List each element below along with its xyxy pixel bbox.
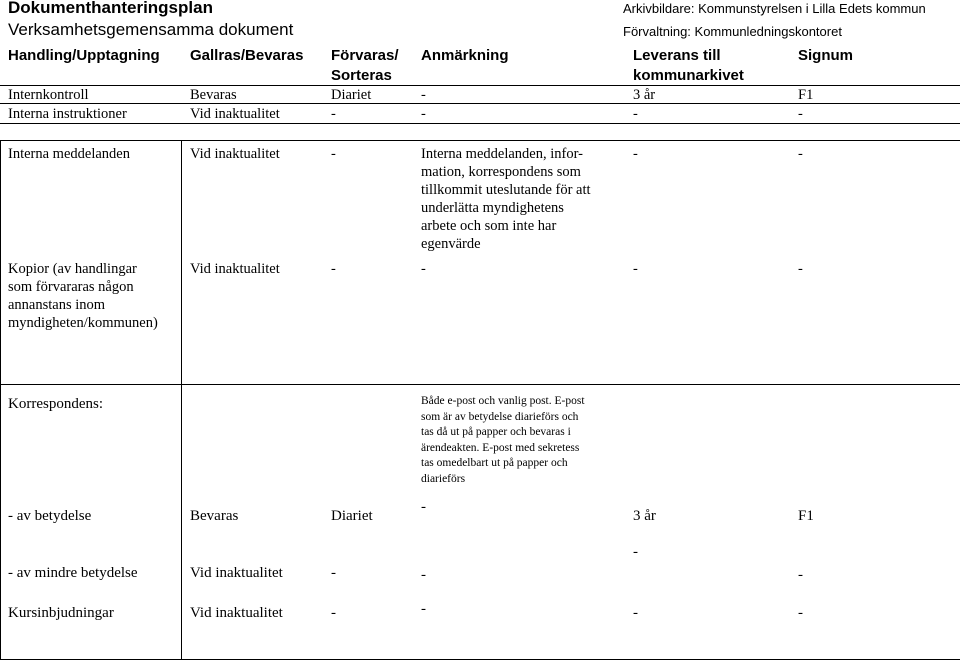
row-7-forvaras: - <box>331 565 336 581</box>
archive-creator: Arkivbildare: Kommunstyrelsen i Lilla Edets kommun <box>623 1 926 16</box>
row-3-handling: Interna meddelanden <box>8 146 130 162</box>
row-8-forvaras: - <box>331 605 336 621</box>
row-8-leverans: - <box>633 605 638 621</box>
page-title: Dokumenthanteringsplan <box>8 0 213 17</box>
row-5-anmarkning-line: som är av betydelse diarieförs och <box>421 410 579 423</box>
row-7-leverans: - <box>633 544 638 560</box>
row-4-leverans: - <box>633 261 638 277</box>
row-6-leverans: 3 år <box>633 508 656 524</box>
row-3-forvaras: - <box>331 146 336 162</box>
row-3-anmarkning <box>421 145 621 253</box>
row-3-anmarkning-line: egenvärde <box>421 236 481 252</box>
row-3-anmarkning-line: Interna meddelanden, infor- <box>421 146 583 162</box>
administration: Förvaltning: Kommunledningskontoret <box>623 24 842 39</box>
row-5-anmarkning-line: Både e-post och vanlig post. E-post <box>421 395 585 407</box>
row-3-anmarkning-line: underlätta myndighetens <box>421 200 564 216</box>
row-6-anmarkning: - <box>421 499 426 515</box>
row-7-handling: - av mindre betydelse <box>8 565 138 581</box>
row-4-signum: - <box>798 261 803 277</box>
row-1-handling: Internkontroll <box>8 87 89 103</box>
row-5-anmarkning <box>421 394 585 487</box>
row-4-handling-line: annanstans inom <box>8 297 106 313</box>
row-1-signum: F1 <box>798 87 814 103</box>
rule-row-3 <box>0 140 960 141</box>
rule-row-4 <box>0 384 960 385</box>
row-2-signum: - <box>798 106 803 122</box>
row-3-anmarkning-line: mation, korrespondens som <box>421 164 581 180</box>
rule-row-2 <box>0 123 960 124</box>
row-5-anmarkning-line: ärendeakten. E-post med sekretess <box>421 441 580 454</box>
row-4-forvaras: - <box>331 261 336 277</box>
row-7-signum: - <box>798 567 803 583</box>
row-8-anmarkning: - <box>421 601 426 617</box>
rule-col-1-lower <box>181 384 182 659</box>
row-2-gallras: Vid inaktualitet <box>190 106 280 122</box>
row-5-anmarkning-line: tas då ut på papper och bevaras i <box>421 426 571 438</box>
col-header-forvaras-2: Sorteras <box>331 67 392 84</box>
col-header-anmarkning: Anmärkning <box>421 47 509 64</box>
rule-left-lower <box>0 384 1 659</box>
row-2-leverans: - <box>633 106 638 122</box>
rule-row-1 <box>0 103 960 104</box>
row-1-anmarkning: - <box>421 87 426 103</box>
row-1-leverans: 3 år <box>633 87 656 103</box>
col-header-gallras: Gallras/Bevaras <box>190 47 304 64</box>
row-5-anmarkning-line: tas omedelbart ut på papper och <box>421 457 568 469</box>
col-header-forvaras: Förvaras/ <box>331 47 399 64</box>
rule-table-bottom <box>0 659 960 660</box>
row-5-handling: Korrespondens: <box>8 396 103 412</box>
row-6-handling: - av betydelse <box>8 508 92 524</box>
row-1-gallras: Bevaras <box>190 87 237 103</box>
row-3-signum: - <box>798 146 803 162</box>
row-7-anmarkning: - <box>421 567 426 583</box>
row-4-handling <box>8 260 158 332</box>
row-3-gallras: Vid inaktualitet <box>190 146 280 162</box>
row-3-anmarkning-line: arbete och som inte har <box>421 218 557 234</box>
row-2-forvaras: - <box>331 106 336 122</box>
rule-col-1-upper <box>181 140 182 384</box>
row-8-handling: Kursinbjudningar <box>8 605 114 621</box>
row-3-anmarkning-line: tillkommit uteslutande för att <box>421 182 591 198</box>
row-6-signum: F1 <box>798 508 814 524</box>
row-2-handling: Interna instruktioner <box>8 106 127 122</box>
row-4-gallras: Vid inaktualitet <box>190 261 280 277</box>
row-2-anmarkning: - <box>421 106 426 122</box>
page-subtitle: Verksamhetsgemensamma dokument <box>8 20 294 39</box>
row-8-gallras: Vid inaktualitet <box>190 605 283 621</box>
col-header-leverans: Leverans till <box>633 47 721 64</box>
rule-left-upper <box>0 140 1 384</box>
col-header-leverans-2: kommunarkivet <box>633 67 744 84</box>
row-5-anmarkning-line: diarieförs <box>421 472 466 485</box>
rule-header-bottom <box>0 85 960 86</box>
row-7-gallras: Vid inaktualitet <box>190 565 283 581</box>
row-4-handling-line: Kopior (av handlingar <box>8 261 137 277</box>
col-header-handling: Handling/Upptagning <box>8 47 160 64</box>
row-4-anmarkning: - <box>421 261 426 277</box>
row-4-handling-line: som förvararas någon <box>8 279 134 295</box>
row-6-gallras: Bevaras <box>190 508 239 524</box>
row-1-forvaras: Diariet <box>331 87 372 103</box>
row-6-forvaras: Diariet <box>331 508 373 524</box>
row-4-handling-line: myndigheten/kommunen) <box>8 315 158 331</box>
col-header-signum: Signum <box>798 47 853 64</box>
row-8-signum: - <box>798 605 803 621</box>
row-3-leverans: - <box>633 146 638 162</box>
